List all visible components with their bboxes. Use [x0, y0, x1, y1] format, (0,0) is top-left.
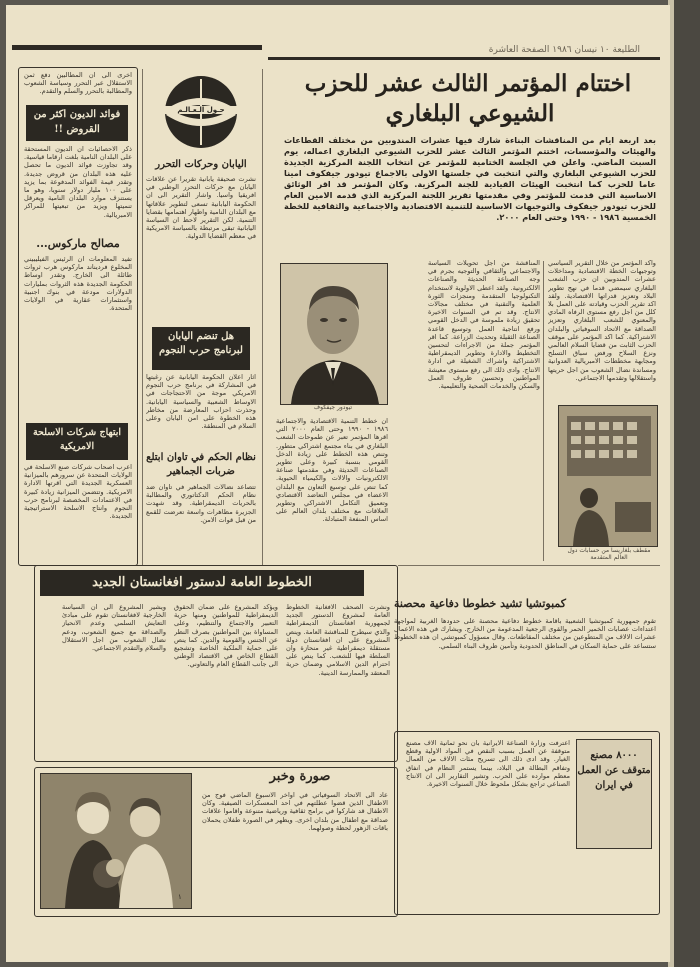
factory-caption: مقطف بلغاريسا من حسابات دول العالم المتقدمة	[567, 547, 651, 561]
afghanistan-col2: ويؤكد المشروع على ضمان الحقوق الديمقراطية للمواطنين ومنها حرية التعبير والاجتماع والتنظيم، وعلى المساواة بين المواطنين بصرف النظر عن الجنس والقومية والدين. كما ينص على حماية الملكية الخاصة وتشجيع القطاع الخاص في الاقتصاد الوطني الى جانب القطاع العام والتعاوني.	[174, 603, 278, 669]
debt-box-text: ذكر الاحصائيات ان الديون المستحقة على البلدان النامية بلغت ارقاما قياسية. وقد تجاوزت فوائد الديون ما تحصل عليه هذه البلدان من قروض جديدة. وتقدر قيمة الفوائد المدفوعة بما يزيد على ١٠٠ مليار دولار سنويا، وهو ما يستنزف موارد البلدان النامية ويعرقل تنميتها ويزيد من تبعيتها للمراكز الامبريالية.	[24, 145, 132, 219]
divider	[543, 261, 544, 561]
logo-label: حـول الـعـالـم	[160, 106, 242, 114]
afghanistan-title: الخطوط العامة لدستور افغانستان الجديد	[40, 570, 364, 596]
photo-news-title: صورة وخبر	[269, 769, 331, 784]
kampuchea-title: كمبوتشيا تشيد خطوطا دفاعية محصنة	[393, 597, 567, 610]
children-drawing	[41, 774, 191, 908]
portrait-drawing	[281, 264, 387, 404]
divider	[142, 69, 143, 565]
arms-box-text: اعرب اصحاب شركات صنع الاسلحة في الولايات المتحدة عن سرورهم بالميزانية العسكرية الجديدة التي اقرتها الادارة الامريكية. وتتضمن الميزانية زيادة كبيرة في الاعتمادات المخصصة لبرنامج حرب النجوم وانتاج الاسلحة الاستراتيجية الجديدة.	[24, 463, 132, 521]
debt-box-title: فوائد الديون اكثر من القروض !!	[26, 105, 128, 141]
afghanistan-col3: ويشير المشروع الى ان السياسة الخارجية لافغانستان تقوم على مبادئ التعايش السلمي وعدم الانحياز والصداقة مع جميع الشعوب، ودعم نضال الشعوب من اجل الاستقلال والسلام والتقدم الاجتماعي.	[62, 603, 166, 653]
japan-liberation-title: اليابان وحركات التحرر	[155, 159, 247, 170]
photo-number: ١	[178, 893, 182, 901]
marcos-title: مصالح ماركوس...	[36, 237, 120, 250]
photo-news-text: عاد الى الاتحاد السوفياتي في اواخر الاسبوع الماضي فوج من الاطفال الذين قضوا عطلتهم في احد المعسكرات الصيفية. وكان الاطفال قد شاركوا في برامج ثقافية ورياضية متنوعة واقاموا علاقات صداقة مع اطفال من بلدان اخرى. ويظهر في الصورة طفلان يحملان باقات الزهور لحظة وصولهما.	[202, 791, 388, 832]
portrait-photo	[280, 263, 388, 405]
factory-drawing	[559, 406, 657, 546]
star-wars-title: هل تنضم اليابان لبرنامج حرب النجوم	[152, 327, 250, 370]
iran-box-text: اعترفت وزارة الصناعة الايرانية بان نحو ثمانية الاف مصنع متوقفة عن العمل بسبب النقص في المواد الاولية وقطع الغيار. وقد ادى ذلك الى تسريح مئات الالاف من العمال وتفاقم البطالة في البلاد، بينما يستمر النظام في انفاق معظم موارده على الحرب. وتشير التقارير الى ان الانتاج الصناعي تراجع بشكل ملحوظ خلال السنوات الاخيرة.	[406, 739, 570, 789]
main-headline-line2: الشيوعي البلغاري	[385, 100, 555, 127]
main-col-c: ان خطط التنمية الاقتصادية والاجتماعية ١٩٨٦ - ١٩٩٠ وحتى العام ٢٠٠٠ التي اقرها المؤتمر تعبر عن طموحات الشعب البلغاري في بناء مجتمع اشتراكي متطور. وتنص هذه الخطط على زيادة الدخل القومي بنسبة كبيرة وعلى تطوير الصناعات الحديثة وفي مقدمتها صناعة الالكترونيات والالات والكيمياء الحيوية. كما تنص على توسيع التعاون مع البلدان الاعضاء في مجلس التعاضد الاقتصادي وتعميق التكامل الاشتراكي وتطوير العلاقات مع مختلف بلدان العالم على اساس المنفعة المتبادلة.	[276, 417, 388, 524]
left-top-text: اخرى الى ان المطالبين دفع ثمن الاستقلال عبر التحرر وسياسة الشعوب والمطالبة بالتحرر والسلم والتقدم.	[24, 71, 132, 96]
newspaper-page	[6, 5, 670, 962]
running-head: الطليعة ١٠ نيسان ١٩٨٦ الصفحة العاشرة	[488, 45, 640, 55]
children-photo	[40, 773, 192, 909]
arms-box-title: ابتهاج شركات الاسلحة الامريكية	[26, 423, 128, 460]
header-rule	[268, 57, 660, 60]
main-col-b: المناقشة من اجل تحويلات السياسة والاجتماعي والثقافي والتوجيه بجرم في وجه الصناعة الحديثة والصناعات الالكترونية. ولقد اعطى الاولوية لاستخدام التكنولوجيا المتقدمة ومنجزات الثورة العلمية والتقنية في مختلف مجالات الانتاج. وقد تم في السنوات الاخيرة تحقيق زيادة ملموسة في الدخل القومي ورفع انتاجية العمل وتوسيع قاعدة الصناعة الثقيلة وتحديث الزراعة. كما اقر المؤتمر جملة من الاجراءات لتحسين التخطيط والادارة وتطوير الديمقراطية الاشتراكية واشراك الشغيلة في ادارة الانتاج. وادى ذلك الى رفع مستوى معيشة المواطنين وتحسين ظروف العمل والسكن والخدمات الصحية والتعليمية.	[428, 259, 540, 391]
afghanistan-col1: ونشرت الصحف الافغانية الخطوط العامة لمشروع الدستور الجديد لجمهورية افغانستان الديمقراطية والذي سيطرح للمناقشة العامة. وينص المشروع على ان افغانستان دولة مستقلة ديمقراطية غير منحازة وان السلطة فيها للشعب. كما ينص على احترام الدين الاسلامي وضمان حرية المعتقد والممارسة الدينية.	[286, 603, 390, 677]
left-header-rule	[12, 45, 262, 50]
factory-photo	[558, 405, 658, 547]
kampuchea-text: تقوم جمهورية كمبوتشيا الشعبية باقامة خطوط دفاعية محصنة على حدودها الغربية لمواجهة اعتداءات عصابات الخمير الحمر والقوى الرجعية المدعومة من الخارج. ويشارك في هذه الاعمال عشرات الالاف من المتطوعين من مختلف المقاطعات. وقال مسؤول كمبوتشي ان هذه الخطوط ستساعد على حماية السكان في المناطق الحدودية وتأمين ظروف البناء السلمي.	[394, 617, 656, 650]
star-wars-text: اثار اعلان الحكومة اليابانية عن رغبتها في المشاركة في برنامج حرب النجوم الامريكي موجة من الاحتجاجات في الاوساط الشعبية والسياسية اليابانية. وحذرت احزاب المعارضة من مخاطر هذه الخطوة على امن اليابان وعلى السلام في المنطقة.	[146, 373, 256, 431]
divider	[398, 565, 660, 566]
main-headline-line1: اختتام المؤتمر الثالث عشر للحزب	[304, 70, 632, 97]
japan-liberation-text: نشرت صحيفة يابانية تقريرا عن علاقات اليابان مع حركات التحرر الوطني في افريقيا واسيا. واشار التقرير الى ان الحكومة اليابانية تسعى لتطوير علاقاتها مع البلدان النامية واظهار اهتمامها بقضايا التنمية. لكن التقرير لاحظ ان السياسة اليابانية تبقى مرتبطة بالسياسة الامريكية في معظم القضايا الدولية.	[146, 175, 256, 241]
main-col-a: واكد المؤتمر من خلال التقرير السياسي وتوجيهات الخطة الاقتصادية ومداخلات عشرات المندوبين ان حزب الشعب البلغاري سيمضي قدما في نهج تطوير البلاد وتعزيز قدراتها الاقتصادية. ولقد اكد تقرير الحزب وقيادته على العمل بلا كلل من اجل رفع مستوى الرفاه المادي والمعنوي للشعب البلغاري وتعزيز الصداقة مع الاتحاد السوفياتي والبلدان الاشتراكية. كما اكد المؤتمر على موقف الحزب الثابت من قضايا السلام العالمي ونزع السلاح ورفض سباق التسلح ومجابهة مخططات الامبريالية العدوانية ومساندة نضال الشعوب من اجل حريتها واستقلالها وتقدمها الاجتماعي.	[548, 259, 656, 382]
portrait-caption: تيودور جيفكوف	[313, 404, 353, 411]
main-lede: بعد اربعة ايام من المناقشات البناءة شارك فيها عشرات المندوبين من مختلف القطاعات والهيئات والمؤسسات، اختتم المؤتمر الثالث عشر للحزب الشيوعي البلغاري اعماله، يوم السبت الماضي. واعلن في الجلسة الختامية للمؤتمر عن انتخاب اللجنة المركزية الجديدة للحزب الشيوعي البلغاري والتي انتخبت في جلستها الاولى بالاجماع تيودور جيفكوف امينا عاما للحزب كما انتخبت الهيئات القيادية للجنة المركزية. وكان المؤتمر قد اقر الوثائق الاساسية التي قدمت للمؤتمر وفي مقدمتها تقرير اللجنة المركزية الذي قدمه الامين العام للحزب تيودور جيفكوف والتوجيهات الاساسية للتنمية الاقتصادية والاجتماعية والثقافية للخطة الخمسية ١٩٨٦ - ١٩٩٠ وحتى العام ٢٠٠٠.	[284, 135, 656, 222]
marcos-text: تفيد المعلومات ان الرئيس الفيليبيني المخلوع فرديناند ماركوس هرب ثروات طائلة الى الخارج. وتقدر اوساط الحكومة الجديدة هذه الثروات بمليارات الدولارات مودعة في بنوك اجنبية واستثمارات عقارية في الولايات المتحدة.	[24, 255, 132, 313]
taiwan-title: نظام الحكم في تاوان ابتلع ضربات الجماهير	[146, 452, 256, 477]
taiwan-text: تتصاعد نضالات الجماهير في تاوان ضد نظام الحكم الدكتاتوري والمطالبة بالحريات الديمقراطية. وقد شهدت الجزيرة مظاهرات واسعة تعرضت للقمع من قبل قوات الامن.	[146, 483, 256, 524]
binding-strip	[668, 0, 700, 967]
divider	[262, 69, 263, 565]
iran-box-title: ٨٠٠٠ مصنع متوقف عن العمل في ايران	[576, 739, 652, 849]
